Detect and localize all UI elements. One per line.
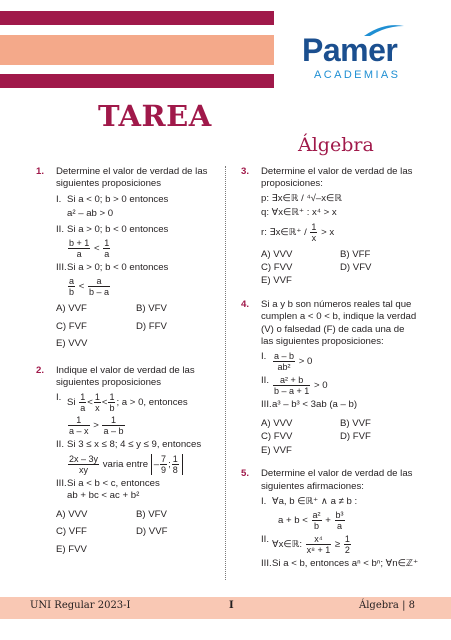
option-d: D) VFV	[340, 262, 372, 274]
numerator: 1	[344, 534, 350, 545]
option-d: D) FVF	[340, 431, 371, 443]
question-2	[36, 365, 216, 556]
option-a: A) VVF	[56, 303, 87, 315]
fraction	[172, 454, 179, 475]
operator: <	[93, 243, 100, 255]
footer-course-label: UNI Regular 2023-I	[30, 600, 131, 611]
denominator: b	[69, 287, 75, 298]
item-condition: Si $\frac{1}{a}$ < $\frac{1}{x}$ < $\frac{1}{b}$ ; a > 0, entonces	[67, 392, 188, 414]
item-math	[67, 415, 216, 436]
item-math	[67, 238, 216, 259]
question-number: 2.	[36, 364, 45, 376]
option-b: B) VFF	[340, 248, 371, 260]
pamer-logo	[300, 22, 410, 82]
option-e: E) VVF	[261, 275, 292, 287]
option-c: C) FVV	[261, 262, 293, 274]
numerator: 1	[102, 415, 124, 426]
course-title: Álgebra	[298, 134, 374, 156]
column-divider	[225, 166, 226, 580]
item-text: Si a < b < c, entonces	[67, 477, 160, 489]
operator: >	[93, 420, 99, 432]
item-text: ∀a, b ∈ℝ⁺ ∧ a ≠ b :	[272, 495, 358, 507]
item-text: Si a < 0; b > 0 entonces	[67, 193, 169, 205]
header-band-gap	[0, 25, 274, 35]
item-math	[272, 510, 419, 531]
denominator: xy	[79, 464, 89, 475]
right-column	[241, 166, 419, 582]
item-text: Si 3 ≤ x ≤ 8; 4 ≤ y ≤ 9, entonces	[67, 439, 202, 451]
fraction	[273, 351, 295, 372]
fraction	[103, 238, 110, 259]
numerator: b³	[335, 510, 344, 521]
option-b: B) VVF	[340, 417, 371, 429]
proposition-p: p: ∃x∈ℝ / ⁴√–x∈ℝ	[261, 192, 342, 204]
item-label: II.	[261, 375, 269, 387]
denominator: x⁸ + 1	[306, 545, 331, 556]
question-4	[241, 299, 419, 457]
fraction	[335, 510, 345, 531]
item-math	[67, 276, 216, 297]
numerator: 1	[109, 392, 115, 403]
denominator: b – a	[88, 287, 109, 298]
left-column	[36, 166, 216, 567]
question-stem: Determine el valor de verdad de las proposiciones:	[261, 166, 413, 190]
footer-page-mark: I	[229, 600, 234, 611]
header-band-middle	[0, 35, 274, 65]
operator: <	[78, 281, 85, 293]
answer-options	[261, 249, 419, 288]
proposition-ii	[261, 534, 419, 555]
item-label: I.	[56, 193, 62, 205]
proposition-ii	[261, 375, 419, 396]
numerator: 7	[161, 453, 167, 464]
proposition-iii	[261, 558, 419, 570]
question-1	[36, 166, 216, 351]
option-d: D) VVF	[136, 526, 168, 538]
option-b: B) VFV	[136, 508, 167, 520]
item-text: > 0	[313, 380, 328, 392]
numerator: 1	[311, 221, 317, 232]
item-text: > x	[321, 226, 335, 238]
proposition-ii	[56, 439, 216, 474]
question-number: 4.	[241, 298, 250, 310]
item-text: varia entre	[102, 458, 149, 470]
item-text: Si a > 0; b < 0 entonces	[67, 262, 169, 274]
option-d: D) FFV	[136, 320, 167, 332]
question-stem: Indique el valor de verdad de las siguientes proposiciones	[56, 364, 195, 389]
denominator: b – a + 1	[274, 386, 310, 397]
denominator: 9	[161, 464, 167, 475]
denominator: a	[104, 249, 110, 260]
denominator: a – b	[103, 426, 124, 437]
item-text: Si	[67, 397, 76, 409]
numerator: a	[88, 276, 110, 287]
numerator: 1	[104, 238, 110, 249]
denominator: b	[314, 521, 320, 532]
denominator: ab²	[277, 362, 291, 373]
item-label: III.	[56, 262, 67, 274]
question-stem: Si a y b son números reales tal que cumplen a < 0 < b, indique la verdad (V) o falsedad (F) de cada una de las siguientes proposiciones:	[261, 298, 417, 348]
fraction	[160, 454, 167, 475]
denominator: 8	[172, 464, 178, 475]
option-a: A) VVV	[261, 248, 293, 260]
denominator: a – x	[69, 426, 89, 437]
answer-options	[261, 418, 419, 457]
denominator: b	[109, 403, 115, 414]
question-5	[241, 468, 419, 571]
denominator: 2	[344, 545, 350, 556]
fraction	[68, 415, 90, 436]
numerator: 1	[68, 415, 90, 426]
denominator: x	[95, 403, 100, 414]
item-text: r: ∃x∈ℝ⁺ /	[261, 226, 307, 238]
denominator: a	[337, 521, 343, 532]
page-title: TAREA	[98, 99, 212, 133]
sign: –	[153, 458, 160, 470]
proposition-i	[261, 351, 419, 372]
item-text: ; a > 0, entonces	[116, 397, 188, 409]
footer-page-number: Álgebra | 8	[359, 600, 415, 611]
numerator: 1	[94, 392, 100, 403]
header-band-top	[0, 11, 274, 25]
item-label: III.	[261, 399, 272, 411]
item-label: I.	[56, 392, 62, 404]
answer-options	[56, 303, 216, 350]
numerator: a	[69, 276, 75, 287]
denominator: x	[311, 232, 317, 243]
question-stem: Determine el valor de verdad de las siguientes afirmaciones:	[261, 468, 413, 492]
fraction	[88, 276, 110, 297]
logo-subtitle: ACADEMIAS	[314, 69, 401, 81]
header-band-gap-2	[0, 65, 274, 74]
item-label: II.	[261, 534, 269, 546]
numerator: a² + b	[273, 375, 310, 386]
interval: – $\frac{7}{9}$ ; $\frac{1}{8}$	[151, 454, 183, 475]
proposition-i	[56, 194, 216, 221]
item-text: a + b <	[278, 515, 308, 527]
item-math	[67, 454, 216, 475]
operator: ≥	[334, 539, 341, 551]
fraction	[273, 375, 310, 396]
numerator: a – b	[274, 351, 295, 362]
numerator: b + 1	[69, 238, 90, 249]
denominator: a	[76, 249, 82, 260]
numerator: 1	[80, 392, 86, 403]
option-b: B) VFV	[136, 303, 167, 315]
option-c: C) VFF	[56, 526, 87, 538]
fraction	[68, 454, 99, 475]
fraction	[312, 510, 322, 531]
fraction	[94, 392, 101, 413]
item-text: ∀x∈ℝ:	[272, 539, 302, 551]
fraction	[79, 392, 86, 413]
item-math: a² – ab > 0	[67, 208, 114, 220]
proposition-iii	[56, 262, 216, 297]
answer-options	[56, 509, 216, 556]
option-c: C) FVF	[56, 320, 87, 332]
proposition-i	[56, 392, 216, 436]
item-label: I.	[261, 351, 267, 363]
numerator: a²	[312, 510, 321, 521]
item-text: Si a > 0; b < 0 entonces	[67, 223, 169, 235]
question-number: 3.	[241, 166, 250, 177]
option-e: E) VVF	[261, 444, 292, 456]
numerator: x⁴	[306, 534, 332, 545]
item-label: II.	[56, 439, 64, 451]
option-a: A) VVV	[56, 508, 88, 520]
fraction	[306, 534, 332, 555]
item-text: > 0	[298, 356, 313, 368]
fraction	[68, 276, 75, 297]
option-a: A) VVV	[261, 417, 293, 429]
proposition-iii	[56, 478, 216, 503]
question-number: 1.	[36, 166, 45, 177]
item-label: I.	[261, 495, 267, 507]
item-label: III.	[261, 558, 272, 570]
proposition-r	[261, 222, 419, 243]
question-3	[241, 166, 419, 288]
fraction	[68, 238, 90, 259]
logo-brand: Pamer	[302, 32, 398, 68]
item-label: III.	[56, 477, 67, 489]
proposition-ii	[56, 224, 216, 259]
item-text: Si a < b, entonces aⁿ < bⁿ; ∀n∈ℤ⁺	[272, 558, 419, 570]
item-math: a³ – b³ < 3ab (a – b)	[272, 399, 358, 411]
option-e: E) FVV	[56, 543, 87, 555]
denominator: a	[80, 403, 86, 414]
proposition-i	[261, 496, 419, 531]
item-label: II.	[56, 223, 64, 235]
fraction	[344, 534, 351, 555]
numerator: 2x – 3y	[69, 453, 99, 464]
proposition-q: q: ∀x∈ℝ⁺ : x⁴ > x	[261, 207, 337, 219]
option-c: C) FVV	[261, 431, 293, 443]
question-number: 5.	[241, 468, 250, 480]
numerator: 1	[172, 453, 178, 464]
question-stem: Determine el valor de verdad de las siguientes proposiciones	[56, 166, 208, 190]
fraction	[108, 392, 115, 413]
fraction	[102, 415, 124, 436]
fraction	[310, 222, 317, 243]
proposition-iii	[261, 399, 419, 411]
item-math: ab + bc < ac + b²	[67, 490, 140, 502]
header-band-bottom	[0, 74, 274, 88]
operator: +	[325, 515, 331, 527]
option-e: E) VVV	[56, 338, 88, 350]
